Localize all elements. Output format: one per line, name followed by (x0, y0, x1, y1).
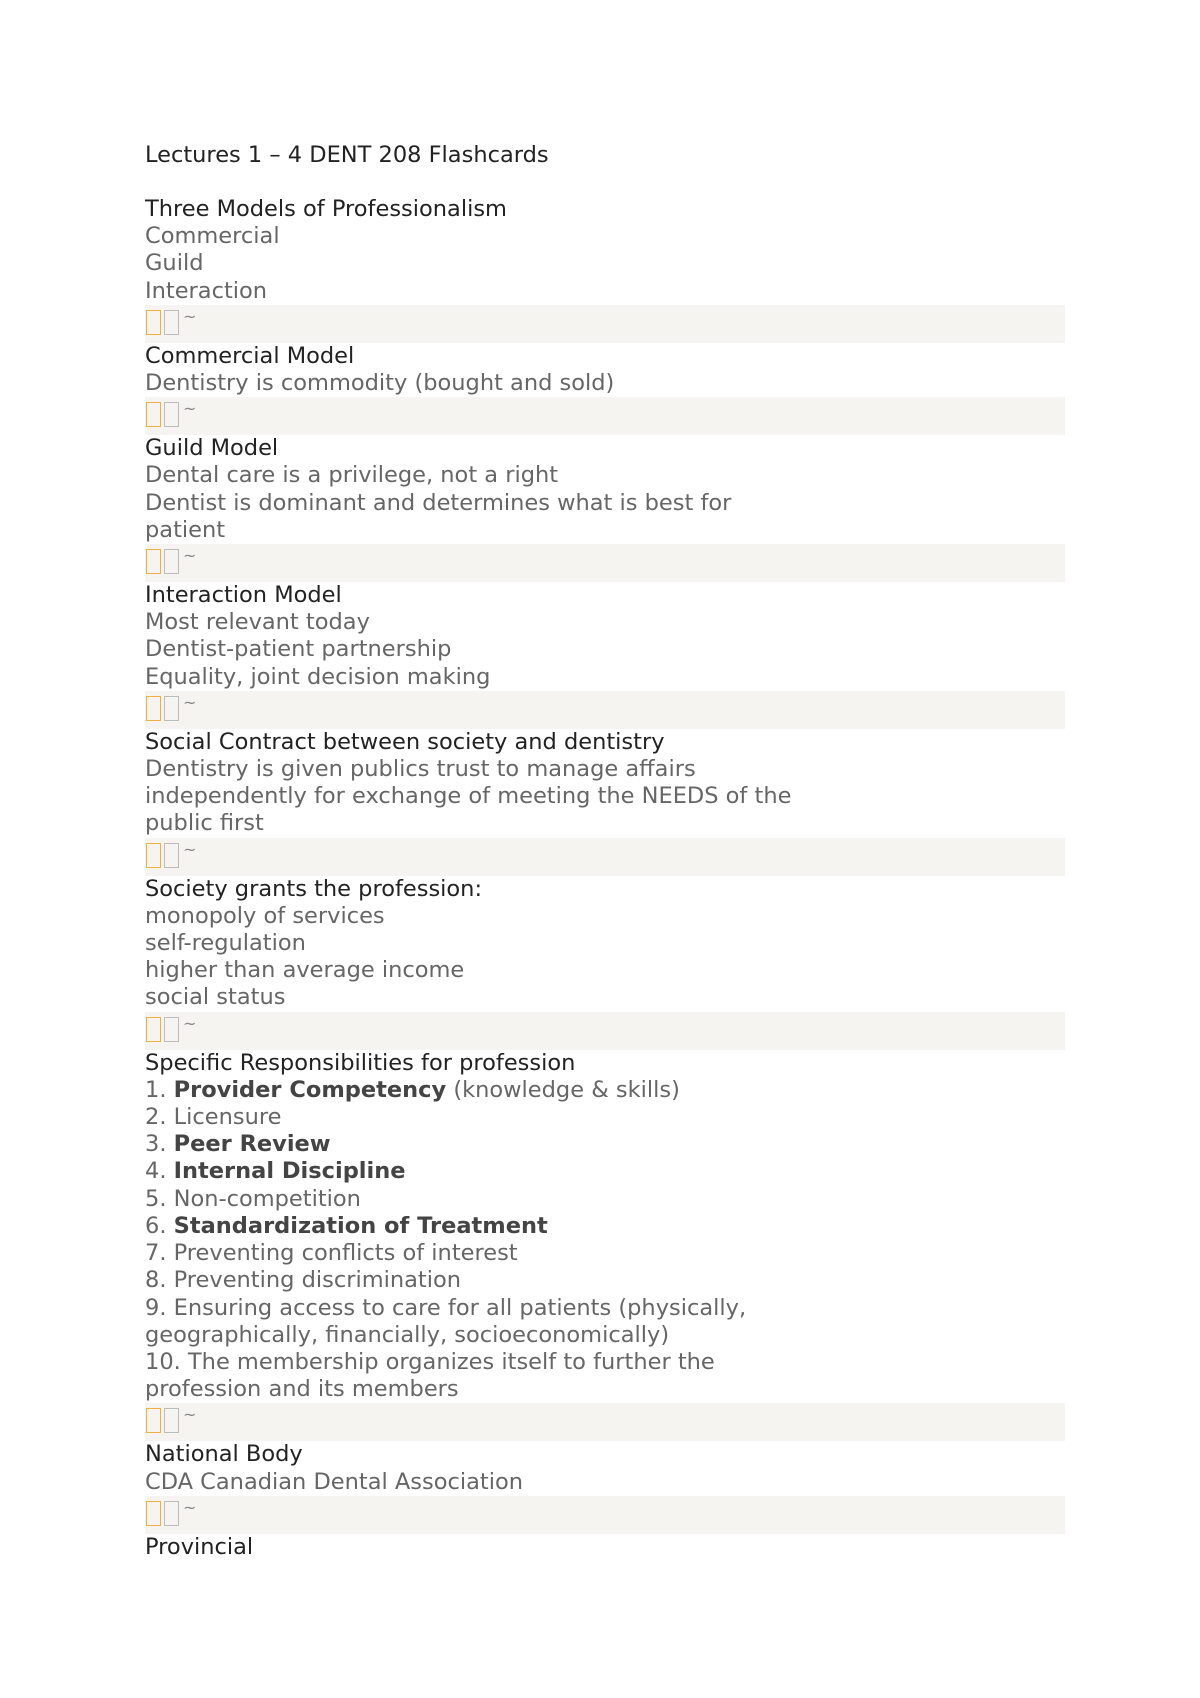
separator-band (145, 544, 1065, 582)
line-text: higher than average income (145, 957, 465, 984)
card-term: Specific Responsibilities for profession (145, 1049, 576, 1076)
separator-glyph: ~ (183, 306, 197, 326)
definition-line (145, 1376, 1065, 1403)
definition-line (145, 1104, 1065, 1131)
definition-line (145, 223, 1065, 250)
separator-band (145, 1012, 1065, 1050)
line-text: profession and its members (145, 1376, 459, 1403)
card-box-icon (164, 1017, 179, 1042)
definition-line (145, 1322, 1065, 1349)
flashcard-divider-icon (146, 399, 197, 430)
card-term: Commercial Model (145, 342, 355, 369)
definition-line (145, 278, 1065, 305)
flashcard (145, 343, 1065, 397)
line-text: CDA Canadian Dental Association (145, 1468, 524, 1495)
card-box-icon (164, 1501, 179, 1526)
line-text: Dentistry is given publics trust to manage affairs (145, 756, 696, 783)
line-text: Most relevant today (145, 609, 370, 636)
line-emphasis: Standardization of Treatment (173, 1212, 548, 1239)
separator-band (145, 305, 1065, 343)
flashcard-divider-icon (146, 1013, 197, 1045)
flashcard-divider-icon (146, 546, 197, 577)
definition-line (145, 1295, 1065, 1322)
flashcard (145, 196, 1065, 305)
separator-band (145, 1403, 1065, 1441)
card-term: Three Models of Professionalism (145, 196, 507, 222)
flashcard-list (145, 196, 1065, 1561)
line-text: 2. Licensure (145, 1104, 282, 1131)
flashcard-divider-icon (146, 306, 197, 338)
definition-line (145, 930, 1065, 957)
card-box-icon (146, 1501, 161, 1526)
line-emphasis: Peer Review (173, 1131, 331, 1158)
card-box-icon (146, 696, 161, 721)
line-emphasis: Internal Discipline (173, 1158, 406, 1185)
definition-line (145, 1469, 1065, 1496)
card-box-icon (164, 402, 179, 427)
card-definition (145, 223, 1065, 305)
definition-line (145, 517, 1065, 544)
line-text: 5. Non-competition (145, 1185, 361, 1212)
definition-line (145, 1158, 1065, 1185)
card-box-icon (164, 843, 179, 868)
card-definition (145, 756, 1065, 838)
flashcard (145, 582, 1065, 691)
line-text: self-regulation (145, 930, 306, 957)
card-separator (145, 691, 1065, 729)
card-term: Society grants the profession: (145, 875, 483, 902)
definition-line (145, 1077, 1065, 1104)
separator-glyph: ~ (183, 839, 197, 859)
card-separator (145, 1012, 1065, 1050)
line-prefix: 3. (145, 1131, 174, 1158)
definition-line (145, 462, 1065, 489)
card-box-icon (146, 1408, 161, 1433)
card-box-icon (164, 696, 179, 721)
definition-line (145, 1131, 1065, 1158)
card-definition (145, 370, 1065, 397)
card-term: Social Contract between society and dentistry (145, 728, 665, 755)
card-box-icon (164, 549, 179, 574)
definition-line (145, 250, 1065, 277)
line-prefix: 4. (145, 1158, 174, 1185)
flashcard (145, 1441, 1065, 1495)
line-text: Guild (145, 250, 204, 277)
line-text: Dentistry is commodity (bought and sold) (145, 370, 615, 397)
card-term: National Body (145, 1441, 303, 1468)
flashcard (145, 1050, 1065, 1404)
card-separator (145, 397, 1065, 435)
flashcard-divider-icon (146, 1405, 197, 1436)
document-title: Lectures 1 – 4 DENT 208 Flashcards (145, 142, 549, 168)
line-text: public first (145, 810, 264, 837)
line-text: social status (145, 984, 286, 1011)
separator-glyph: ~ (183, 692, 197, 712)
definition-line (145, 664, 1065, 691)
card-box-icon (146, 402, 161, 427)
line-text: geographically, financially, socioeconomically) (145, 1321, 670, 1348)
flashcard (145, 729, 1065, 838)
card-definition (145, 903, 1065, 1012)
separator-glyph: ~ (183, 399, 197, 419)
card-separator (145, 544, 1065, 582)
card-box-icon (146, 843, 161, 868)
card-box-icon (146, 1017, 161, 1042)
separator-band (145, 397, 1065, 435)
flashcard (145, 876, 1065, 1012)
line-text: 9. Ensuring access to care for all patients (physically, (145, 1294, 747, 1321)
separator-glyph: ~ (183, 1405, 197, 1425)
separator-glyph: ~ (183, 1497, 197, 1517)
definition-line (145, 756, 1065, 783)
card-box-icon (164, 1408, 179, 1433)
definition-line (145, 957, 1065, 984)
line-prefix: 1. (145, 1076, 174, 1103)
line-text: Equality, joint decision making (145, 663, 491, 690)
flashcard-divider-icon (146, 839, 197, 871)
line-text: Commercial (145, 223, 280, 250)
separator-band (145, 1496, 1065, 1534)
card-separator (145, 838, 1065, 876)
line-text: Dental care is a privilege, not a right (145, 462, 559, 489)
definition-line (145, 1267, 1065, 1294)
line-text: patient (145, 516, 226, 543)
card-box-icon (164, 310, 179, 335)
card-term: Guild Model (145, 435, 279, 462)
flashcard-divider-icon (146, 692, 197, 724)
line-text: Interaction (145, 277, 268, 304)
line-text: (knowledge & skills) (446, 1076, 680, 1103)
flashcard-divider-icon (146, 1497, 197, 1529)
card-definition (145, 1469, 1065, 1496)
flashcard (145, 1534, 1065, 1561)
definition-line (145, 810, 1065, 837)
separator-band (145, 838, 1065, 876)
separator-glyph: ~ (183, 1013, 197, 1033)
definition-line (145, 903, 1065, 930)
definition-line (145, 636, 1065, 663)
definition-line (145, 1349, 1065, 1376)
definition-line (145, 490, 1065, 517)
line-text: 7. Preventing conflicts of interest (145, 1240, 518, 1267)
line-text: Dentist-patient partnership (145, 636, 452, 663)
line-prefix: 6. (145, 1212, 174, 1239)
definition-line (145, 609, 1065, 636)
card-box-icon (146, 310, 161, 335)
card-separator (145, 1403, 1065, 1441)
line-text: 8. Preventing discrimination (145, 1267, 462, 1294)
card-term: Interaction Model (145, 582, 342, 609)
line-text: Dentist is dominant and determines what is best for (145, 489, 732, 516)
definition-line (145, 1213, 1065, 1240)
separator-band (145, 691, 1065, 729)
separator-glyph: ~ (183, 546, 197, 566)
card-separator (145, 1496, 1065, 1534)
line-text: 10. The membership organizes itself to further the (145, 1348, 715, 1375)
line-text: independently for exchange of meeting the NEEDS of the (145, 783, 792, 810)
flashcard (145, 435, 1065, 544)
definition-line (145, 984, 1065, 1011)
card-definition (145, 609, 1065, 691)
card-definition (145, 462, 1065, 544)
card-term: Provincial (145, 1533, 254, 1560)
definition-line (145, 1240, 1065, 1267)
definition-line (145, 1186, 1065, 1213)
definition-line (145, 783, 1065, 810)
definition-line (145, 370, 1065, 397)
card-definition (145, 1077, 1065, 1403)
line-text: monopoly of services (145, 902, 385, 929)
card-separator (145, 305, 1065, 343)
line-emphasis: Provider Competency (173, 1076, 447, 1103)
card-box-icon (146, 549, 161, 574)
